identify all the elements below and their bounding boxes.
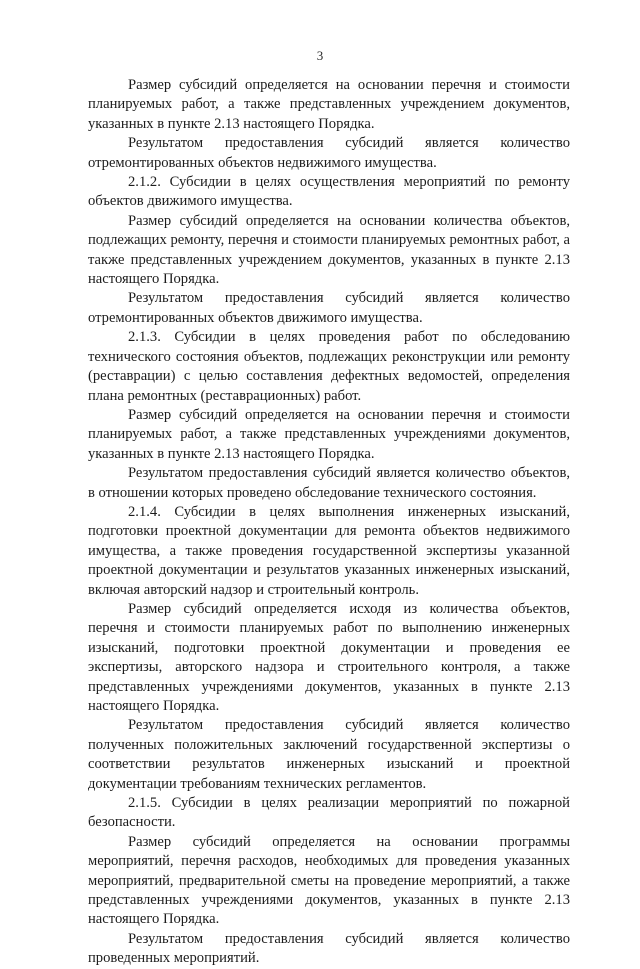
paragraph: Размер субсидий определяется исходя из количества объектов, перечня и стоимости планируемых работ по выполнению инженерных изысканий, подготовки проектной документации и проведения ее экспертизы, авторского надзора и строительного контроля, а также представленных учреждениями документов, указанных в пункте 2.13 настоящего Порядка. xyxy=(88,600,570,714)
section-heading-2-1-5: 2.1.5. Субсидии в целях реализации мероприятий по пожарной безопасности. xyxy=(88,795,570,831)
paragraph: Результатом предоставления субсидий является количество отремонтированных объектов недвижимого имущества. xyxy=(88,135,570,171)
section-heading-2-1-2: 2.1.2. Субсидии в целях осуществления мероприятий по ремонту объектов движимого имущества. xyxy=(88,174,570,210)
paragraph: Размер субсидий определяется на основании количества объектов, подлежащих ремонту, перечня и стоимости планируемых ремонтных работ, а также представленных учреждением документов, указанных в пункте 2.13 настоящего Порядка. xyxy=(88,212,570,288)
page-number: 3 xyxy=(316,48,324,63)
paragraph: Результатом предоставления субсидий является количество отремонтированных объектов движимого имущества. xyxy=(88,290,570,326)
section-heading-2-1-3: 2.1.3. Субсидии в целях проведения работ по обследованию технического состояния объектов, подлежащих реконструкции или ремонту (реставрации) с целью составления дефектных ведомостей, определения плана ремонтных (реставрационных) работ. xyxy=(88,329,570,404)
document-body xyxy=(88,76,570,969)
paragraph: Размер субсидий определяется на основании перечня и стоимости планируемых работ, а также представленных учреждениями документов, указанных в пункте 2.13 настоящего Порядка. xyxy=(88,406,570,462)
paragraph: Размер субсидий определяется на основании перечня и стоимости планируемых работ, а также представленных учреждением документов, указанных в пункте 2.13 настоящего Порядка. xyxy=(88,77,570,132)
paragraph: Размер субсидий определяется на основании программы мероприятий, перечня расходов, необходимых для проведения указанных мероприятий, предварительной сметы на проведение мероприятий, а также представленных учреждениями документов, указанных в пункте 2.13 настоящего Порядка. xyxy=(88,833,570,928)
paragraph: Результатом предоставления субсидий является количество проведенных мероприятий. xyxy=(88,930,570,967)
section-heading-2-1-4: 2.1.4. Субсидии в целях выполнения инженерных изысканий, подготовки проектной документации для ремонта объектов недвижимого имущества, а также проведения государственной экспертизы указанной проектной документации и результатов указанных инженерных изысканий, включая авторский надзор и строительный контроль. xyxy=(88,503,570,598)
paragraph: Результатом предоставления субсидий является количество объектов, в отношении которых проведено обследование технического состояния. xyxy=(88,465,570,501)
paragraph: Результатом предоставления субсидий является количество полученных положительных заключений государственной экспертизы о соответствии результатов инженерных изысканий и проектной документации требованиям технических регламентов. xyxy=(88,717,570,792)
